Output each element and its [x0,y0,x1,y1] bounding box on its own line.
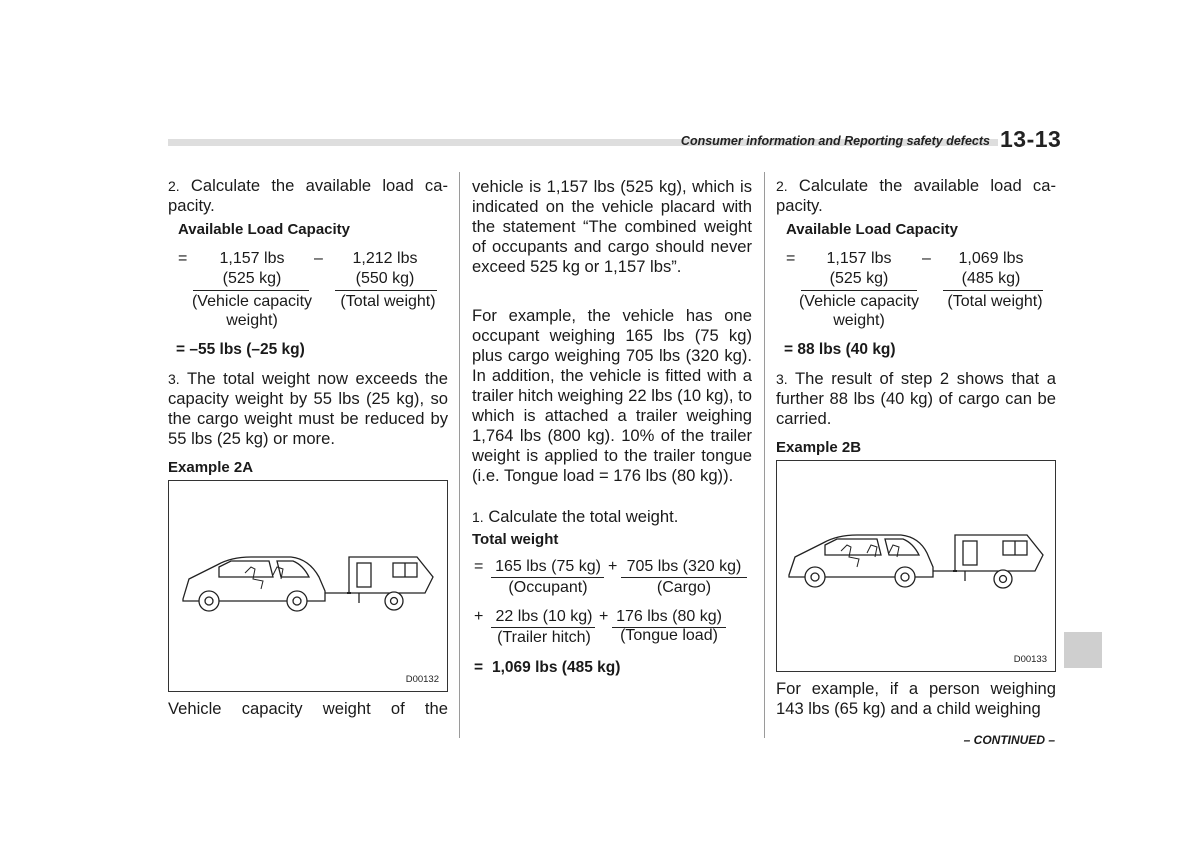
step-number: 2. [168,178,180,194]
example-2a-title: Example 2A [168,459,254,476]
tongue-load-value: 176 lbs (80 kg) [616,608,722,625]
capacity-result: = 88 lbs (40 kg) [784,341,896,358]
example-2a-figure [168,480,448,692]
step-text: Calculate the available load ca-pacity. [168,176,448,215]
bottom-paragraph: For example, if a person weighing 143 lbs (65 kg) and a child weighing [776,679,1056,718]
continued-label: – CONTINUED – [963,733,1055,747]
step-text: Calculate the total weight. [488,507,679,526]
fraction-rule [193,290,309,291]
fraction-rule [943,290,1043,291]
bottom-paragraph: Vehicle capacity weight of the [168,699,448,718]
cargo-label: (Cargo) [656,579,712,596]
step-2-paragraph [776,176,1056,216]
column-divider [764,172,765,738]
trailer-hitch-value: 22 lbs (10 kg) [495,608,593,625]
step-1-paragraph [472,507,752,527]
column-divider [459,172,460,738]
capacity-result: = –55 lbs (–25 kg) [176,341,305,358]
vehicle-capacity-label: (Vehicle capacity weight) [798,293,920,329]
plus-sign: + [474,608,484,625]
total-weight-kg: (485 kg) [961,270,1021,287]
minus-sign: – [314,250,323,267]
step-text: The result of step 2 shows that a further 88 lbs (40 kg) of cargo can be carried. [776,369,1056,428]
total-weight-lbs: 1,069 lbs [958,250,1024,267]
total-weight-label: (Total weight) [947,293,1043,310]
trailer-hitch-label: (Trailer hitch) [497,629,591,646]
placard-paragraph: vehicle is 1,157 lbs (525 kg), which is indicated on the vehicle placard with the statement “The combined weight of occupants and cargo should never exceed 525 kg or 1,157 lbs”. [472,177,752,276]
tongue-load-label: (Tongue load) [620,627,718,644]
equals-sign: = [786,250,796,267]
available-load-capacity-heading: Available Load Capacity [178,221,351,238]
step-3-paragraph [776,369,1056,429]
total-weight-heading: Total weight [472,531,559,548]
fraction-rule [335,290,437,291]
total-weight-lbs: 1,212 lbs [352,250,418,267]
equals-sign: = [178,250,188,267]
total-weight-label: (Total weight) [340,293,436,310]
vehicle-with-trailer-illustration [169,481,447,691]
vehicle-capacity-lbs: 1,157 lbs [826,250,892,267]
available-load-capacity-heading: Available Load Capacity [786,221,959,238]
fraction-rule [801,290,917,291]
example-paragraph: For example, the vehicle has one occupant weighing 165 lbs (75 kg) plus cargo weighing 705 lbs (320 kg). In addition, the vehicle is fitted with a trailer hitch weighing 22 lbs (10 kg), to which is attached a trailer weighing 1,764 lbs (800 kg). 10% of the trailer weight is applied to the trailer tongue (i.e. Tongue load = 176 lbs (80 kg)). [472,306,752,485]
chapter-thumb-tab [1064,632,1102,668]
vehicle-capacity-kg: (525 kg) [222,270,282,287]
step-number: 1. [472,509,484,525]
example-2b-title: Example 2B [776,439,862,456]
vehicle-capacity-lbs: 1,157 lbs [219,250,285,267]
occupant-label: (Occupant) [508,579,588,596]
example-2b-figure [776,460,1056,672]
step-text: The total weight now exceeds the capacity weight by 55 lbs (25 kg), so the cargo weight must be reduced by 55 lbs (25 kg) or more. [168,369,448,448]
total-weight-kg: (550 kg) [355,270,415,287]
page-number: 13-13 [1000,126,1062,152]
step-number: 3. [168,371,180,387]
step-text: Calculate the available load ca-pacity. [776,176,1056,215]
equals-sign: = [474,558,484,575]
step-2-paragraph [168,176,448,216]
step-3-paragraph [168,369,448,449]
step-number: 2. [776,178,788,194]
plus-sign: + [599,608,609,625]
section-title: Consumer information and Reporting safety defects [680,134,990,148]
occupant-value: 165 lbs (75 kg) [495,558,601,575]
total-weight-result: 1,069 lbs (485 kg) [492,659,621,676]
figure-code: D00133 [1013,654,1047,665]
vehicle-capacity-kg: (525 kg) [829,270,889,287]
cargo-value: 705 lbs (320 kg) [626,558,742,575]
step-number: 3. [776,371,788,387]
figure-code: D00132 [405,674,439,685]
equals-sign: = [474,659,484,676]
vehicle-with-trailer-illustration [777,461,1055,671]
minus-sign: – [922,250,931,267]
vehicle-capacity-label: (Vehicle capacity weight) [191,293,313,329]
plus-sign: + [608,558,618,575]
